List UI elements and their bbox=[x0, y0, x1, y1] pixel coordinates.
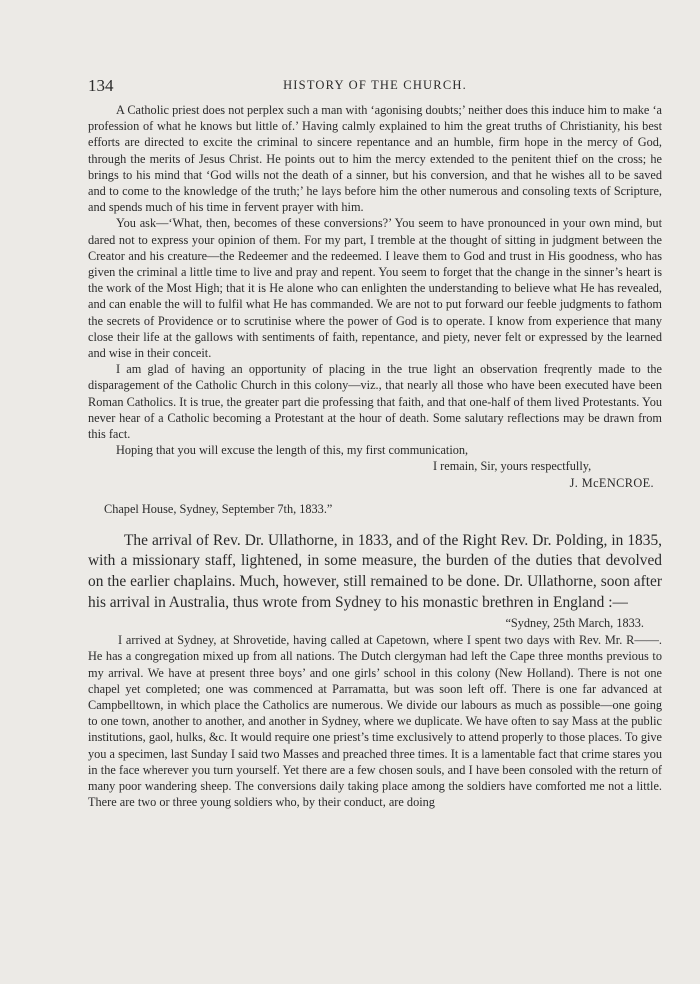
closing-hoping: Hoping that you will excuse the length of this, my first communication, bbox=[116, 443, 469, 458]
text-block bbox=[88, 74, 662, 810]
letter-closing bbox=[88, 442, 662, 491]
running-title: HISTORY OF THE CHURCH. bbox=[283, 78, 467, 92]
narrative-text bbox=[88, 531, 662, 613]
page-number: 134 bbox=[88, 76, 114, 95]
signature: J. McENCROE. bbox=[569, 475, 654, 490]
second-letter-date: “Sydney, 25th March, 1833. bbox=[505, 616, 644, 631]
second-letter bbox=[88, 632, 662, 810]
letter-paragraph-1: A Catholic priest does not perplex such a man with ‘agonising doubts;’ neither does this induce him to make ‘a profession of what he knows but little of.’ Having calmly explained to him the great truths of Christianity, his best efforts are directed to excite the criminal to sincere repentance and an humble, firm hope in the mercy of God, through the merits of Jesus Christ. He points out to him the mercy extended to the penitent thief on the cross; he brings to his mind that ‘God wills not the death of a sinner, but his conversion, and that he wishes all to be saved and to come to the knowledge of the truth;’ he lays before him the other numerous and consoling texts of Scripture, and spends much of his time in fervent prayer with him. bbox=[88, 103, 662, 215]
closing-remain: I remain, Sir, yours respectfully, bbox=[433, 459, 592, 474]
letter-paragraph-2: You ask—‘What, then, becomes of these conversions?’ You seem to have pronounced in your own mind, but dared not to express your opinion of them. For my part, I tremble at the thought of sitting in judgment between the Creator and his creature—the Redeemer and the redeemed. I leave them to God and trust in His goodness, who has given the criminal a little time to live and pray and repent. You seem to forget that the change in the sinner’s heart is the work of the Most High; that it is He alone who can enlighten the understanding to believe what He has revealed, and can enable the will to fulfil what He has commanded. We are not to put forward our feeble judgments to fathom the secrets of Providence or to scrutinise where the power of God is to operate. I know from experience that many close their life at the gallows with sentiments of faith, repentance, and piety, never felt or expressed by the learned and wise in their conceit. bbox=[88, 216, 662, 361]
letter-dateline: Chapel House, Sydney, September 7th, 1833.” bbox=[104, 501, 333, 516]
page-header bbox=[88, 74, 662, 102]
letter-body bbox=[88, 102, 662, 442]
narrative-paragraph: The arrival of Rev. Dr. Ullathorne, in 1833, and of the Right Rev. Dr. Polding, in 1835, with a missionary staff, lightened, in some measure, the burden of the duties that devolved on the earlier chaplains. Much, however, still remained to be done. Dr. Ullathorne, soon after his arrival in Australia, thus wrote from Sydney to his monastic brethren in England :— bbox=[88, 531, 662, 611]
second-letter-body: I arrived at Sydney, at Shrovetide, having called at Capetown, where I spent two days with Rev. Mr. R——. He has a congregation mixed up from all nations. The Dutch clergyman had left the Cape three months previous to my arrival. We have at present three boys’ and one girls’ school in this colony (New Holland). There is not one chapel yet completed; one was commenced at Parramatta, but was soon left off. There is one far advanced at Campbelltown, in which place the Catholics are numerous. We divide our labours as much as possible—one going to one town, another to another, and another in Sydney, where we duplicate. We have often to say Mass at the public institutions, gaol, hulks, &c. It would require one priest’s time exclusively to attend properly to those places. To give you a specimen, last Sunday I said two Masses and preached three times. It is a lamentable fact that crime stares you in the face wherever you turn yourself. Yet there are a few chosen souls, and I have been consoled with the return of many poor wandering sheep. The conversions daily taking place among the soldiers have comforted me not a little. There are two or three young soldiers who, by their conduct, are doing bbox=[88, 633, 662, 810]
letter-paragraph-3: I am glad of having an opportunity of placing in the true light an observation freqrently made to the disparagement of the Catholic Church in this colony—viz., that nearly all those who have been executed have been Roman Catholics. It is true, the greater part die professing that faith, and that one-half of them lived Protestants. You never hear of a Catholic becoming a Protestant at the hour of death. Some salutary reflections may be drawn from this fact. bbox=[88, 362, 662, 442]
